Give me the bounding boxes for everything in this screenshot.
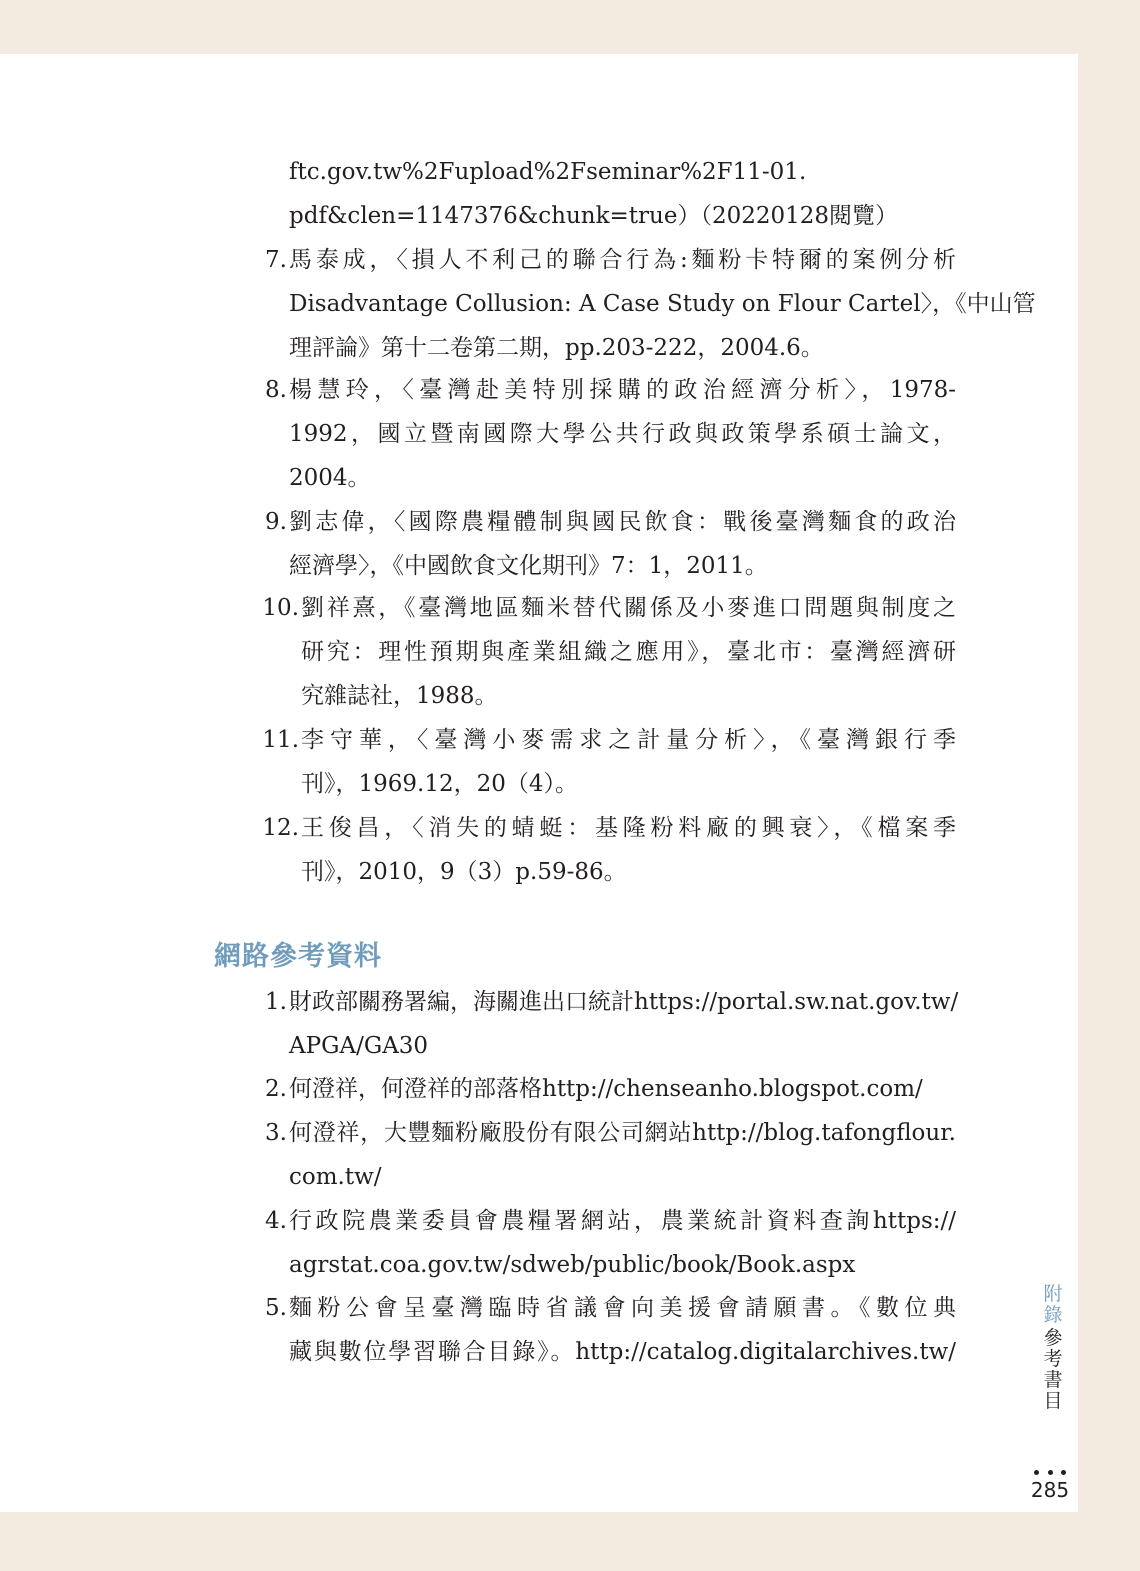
- reference-line: 何澄祥，大豐麵粉廠股份有限公司網站http://blog.tafongflour.: [289, 1120, 956, 1146]
- page-number: 285: [1030, 1478, 1070, 1502]
- reference-number: 12.: [262, 815, 299, 841]
- reference-line: ftc.gov.tw%2Fupload%2Fseminar%2F11-01.: [289, 159, 807, 185]
- section-title: 網路參考資料: [214, 941, 382, 972]
- reference-line: 王俊昌，〈消失的蜻蜓：基隆粉料廠的興衰〉，《檔案季: [301, 815, 956, 841]
- reference-line: 2004。: [289, 465, 371, 491]
- reference-line: 1992，國立暨南國際大學公共行政與政策學系碩士論文，: [289, 421, 956, 447]
- reference-line: APGA/GA30: [289, 1033, 429, 1059]
- reference-line: 理評論》第十二卷第二期，pp.203-222，2004.6。: [289, 335, 824, 361]
- page-ornament-dots: [1034, 1470, 1066, 1476]
- reference-number: 10.: [262, 595, 299, 621]
- web-reference-item-5: [265, 1286, 956, 1374]
- side-tab-section: 附 錄: [1043, 1283, 1063, 1326]
- reference-item-9: [265, 500, 956, 588]
- reference-item-11: [262, 718, 956, 806]
- reference-line: 李守華，〈臺灣小麥需求之計量分析〉，《臺灣銀行季: [301, 727, 956, 753]
- side-tab-title: 參 考 書 目: [1043, 1327, 1063, 1412]
- reference-line: 楊慧玲，〈臺灣赴美特別採購的政治經濟分析〉，1978-: [289, 377, 956, 403]
- reference-item-12: [262, 806, 956, 894]
- reference-line: 馬泰成，〈損人不利己的聯合行為:麵粉卡特爾的案例分析: [289, 247, 956, 273]
- reference-number: 11.: [262, 727, 299, 753]
- reference-number: 7.: [265, 247, 287, 273]
- reference-item-10: [262, 586, 956, 718]
- reference-line: 劉志偉，〈國際農糧體制與國民飲食：戰後臺灣麵食的政治: [289, 509, 956, 535]
- reference-line: 麵粉公會呈臺灣臨時省議會向美援會請願書。《數位典: [289, 1295, 956, 1321]
- reference-number: 5.: [265, 1295, 287, 1321]
- reference-line: 經濟學〉，《中國飲食文化期刊》7：1，2011。: [289, 553, 768, 579]
- reference-number: 9.: [265, 509, 287, 535]
- reference-line: com.tw/: [289, 1164, 382, 1190]
- web-reference-item-1: [265, 980, 959, 1068]
- reference-line: 財政部關務署編，海關進出口統計https://portal.sw.nat.gov.tw/: [289, 989, 959, 1015]
- reference-line: 劉祥熹，《臺灣地區麵米替代關係及小麥進口問題與制度之: [301, 595, 956, 621]
- reference-line: Disadvantage Collusion: A Case Study on Flour Cartel〉，《中山管: [289, 291, 1036, 317]
- reference-line: agrstat.coa.gov.tw/sdweb/public/book/Book.aspx: [289, 1252, 856, 1278]
- web-reference-item-2: [265, 1067, 956, 1111]
- web-reference-item-4: [265, 1199, 956, 1287]
- reference-item-8: [265, 368, 956, 500]
- reference-number: 2.: [265, 1076, 287, 1102]
- reference-number: 8.: [265, 377, 287, 403]
- reference-line: 究雜誌社，1988。: [301, 683, 498, 709]
- reference-line: 藏與數位學習聯合目錄》。http://catalog.digitalarchives.tw/: [289, 1339, 956, 1365]
- reference-number: 3.: [265, 1120, 287, 1146]
- web-reference-item-3: [265, 1111, 956, 1199]
- reference-number: 1.: [265, 989, 287, 1015]
- reference-item-7: [265, 238, 1036, 370]
- reference-line: 刊》，2010，9（3）p.59-86。: [301, 859, 627, 885]
- reference-line: 研究：理性預期與產業組織之應用》，臺北市：臺灣經濟研: [301, 639, 956, 665]
- reference-line: 何澄祥，何澄祥的部落格http://chenseanho.blogspot.com/: [289, 1076, 923, 1102]
- reference-item-cont: [289, 150, 956, 238]
- reference-line: 行政院農業委員會農糧署網站，農業統計資料查詢https://: [289, 1208, 956, 1234]
- chapter-side-tab: [1040, 1284, 1066, 1412]
- reference-line: 刊》，1969.12，20（4）。: [301, 771, 579, 797]
- reference-number: 4.: [265, 1208, 287, 1234]
- reference-line: pdf&clen=1147376&chunk=true）（20220128閱覽）: [289, 203, 899, 229]
